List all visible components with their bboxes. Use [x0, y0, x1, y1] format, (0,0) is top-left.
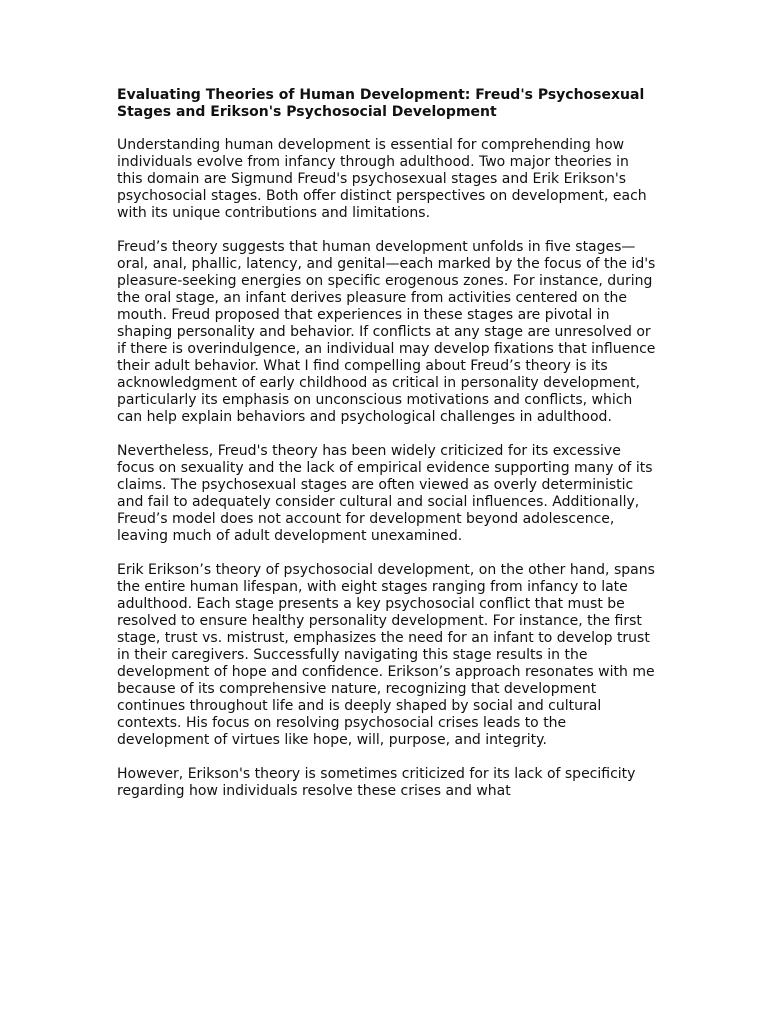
paragraph-freud-criticism: Nevertheless, Freud's theory has been widely criticized for its excessive focus on sexuality and the lack of empirical evidence supporting many of its claims. The psychosexual stages are often viewed as overly deterministic and fail to adequately consider cultural and social influences. Additionally, Freud’s model does not account for development beyond adolescence, leaving much of adult development unexamined.	[117, 443, 653, 544]
document-title: Evaluating Theories of Human Development: Freud's Psychosexual Stages and Erikson's Psychosocial Development	[117, 87, 645, 120]
paragraph-erikson-theory: Erik Erikson’s theory of psychosocial development, on the other hand, spans the entire human lifespan, with eight stages ranging from infancy to late adulthood. Each stage presents a key psychosocial conflict that must be resolved to ensure healthy personality development. For instance, the first stage, trust vs. mistrust, emphasizes the need for an infant to develop trust in their caregivers. Successfully navigating this stage results in the development of hope and confidence. Erikson’s approach resonates with me because of its comprehensive nature, recognizing that development continues throughout life and is deeply shaped by social and cultural contexts. His focus on resolving psychosocial crises leads to the development of virtues like hope, will, purpose, and integrity.	[117, 562, 655, 748]
paragraph-intro: Understanding human development is essential for comprehending how individuals evolve from infancy through adulthood. Two major theories in this domain are Sigmund Freud's psychosexual stages and Erik Erikson's psychosocial stages. Both offer distinct perspectives on development, each with its unique contributions and limitations.	[117, 137, 647, 221]
paragraph-erikson-criticism: However, Erikson's theory is sometimes criticized for its lack of specificity regarding how individuals resolve these crises and what	[117, 766, 636, 799]
paragraph-freud-theory: Freud’s theory suggests that human development unfolds in five stages—oral, anal, phallic, latency, and genital—each marked by the focus of the id's pleasure-seeking energies on specific erogenous zones. For instance, during the oral stage, an infant derives pleasure from activities centered on the mouth. Freud proposed that experiences in these stages are pivotal in shaping personality and behavior. If conflicts at any stage are unresolved or if there is overindulgence, an individual may develop fixations that influence their adult behavior. What I find compelling about Freud’s theory is its acknowledgment of early childhood as critical in personality development, particularly its emphasis on unconscious motivations and conflicts, which can help explain behaviors and psychological challenges in adulthood.	[117, 239, 656, 425]
document-body	[117, 87, 657, 817]
